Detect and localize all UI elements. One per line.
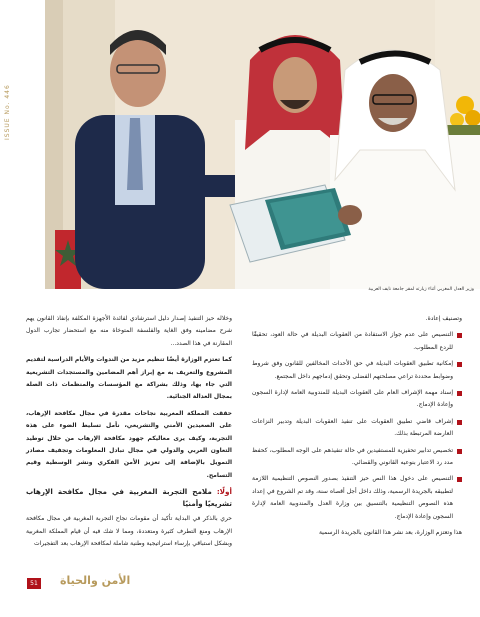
section-heading-prefix: أولًا: [216,487,232,497]
right-intro: وتصنيف إعادة. [425,315,462,322]
left-intro: وخلاله حيز التنفيذ إصدار دليل استرشادي لفائدة الأجهزة المكلفة بإنفاذ القانون يهم شرح مضامينه وفق الغاية والفلسفة المتوخاة منه مع استحضار تجارب الدول المقارنة في هذا الصدد... [26,315,232,347]
photo-caption: وزير العدل المغربي أثناء زيارته لمقر جامعة نايف العربية [368,287,474,292]
article-column-left [26,313,232,555]
section-heading [26,486,232,510]
bullet-list [252,329,462,523]
right-closing: هذا وتعتزم الوزارة، بعد نشر هذا القانون بالجريدة الرسمية [318,529,462,537]
section-heading-text: ملامح التجربة المغربية في مجال مكافحة الإرهاب تشريعيًا وأمنيًا [26,487,232,509]
interview-question-1: كما تعتزم الوزارة أيضًا تنظيم مزيد من الندوات والأيام الدراسية لتقديم المشروع والتعريف به مع إبراز أهم المضامين والمستجدات التشريعية التي جاء بها، وذلك بشراكة مع المؤسسات والمنظمات ذات الصلة بمجال العدالة الجنائية. [26,356,232,401]
list-item: إمكانية تطبيق العقوبات البديلة في حق الأحداث المخالفين للقانون وفق شروط وضوابط محددة تراعي مصلحتهم الفضلى وتحقق إدماجهم داخل المجتمع. [252,358,462,383]
issue-label: ISSUE No. 446 [4,84,11,140]
interview-question-2: حققت المملكة المغربية نجاحات مقدرة في مجال مكافحة الإرهاب، على الصعيدين الأمني والتشريعي، نأمل تسليط الضوء على هذه التجربة، وكيف يرى معاليكم جهود مكافحة الإرهاب من خلال توطيد التعاون العربي والدولي في مجال تبادل المعلومات وتجفيف مصادر التمويل بالإضافة إلى تعزيز الأمن الفكري ونشر الوسطية وقيم التسامح. [26,409,232,479]
page-number: 51 [27,578,41,589]
list-item: التنصيص على عدم جواز الاستفادة من العقوبات البديلة في حالة العود، تحقيقًا للردع المطلوب. [252,329,462,354]
article-photo [45,0,480,289]
list-item: التنصيص على دخول هذا النص حيز التنفيذ بصدور النصوص التنظيمية اللازمة لتطبيقه بالجريدة الرسمية، وذلك داخل أجل أقصاه سنة، وقد تم الشروع في إعداد هذه النصوص التنظيمية بالتنسيق بين وزارة العدل والمندوبية العامة لإدارة السجون وإعادة الإدماج. [252,473,462,523]
article-column-right [252,313,462,544]
list-item: إسناد مهمة الإشراف العام على العقوبات البديلة للمندوبية العامة لإدارة السجون وإعادة الإدماج. [252,387,462,412]
left-body-paragraph: حري بالذكر في البداية تأكيد أن مقومات نجاح التجربة المغربية في مجال مكافحة الإرهاب ومنع التطرف كثيرة ومتعددة، ومما لا شك فيه أن قيام المملكة المغربية وبشكل استباقي بإرساء استراتيجية وطنية شاملة لمكافحة الإرهاب بعد التفجيرات [26,515,232,548]
list-item: إشراف قاضي تطبيق العقوبات على تنفيذ العقوبات البديلة وتدبير النزاعات العارضة المرتبطة بذلك. [252,416,462,441]
footer-brand: الأمن والحياة [60,574,131,587]
list-item: تخصيص تدابير تحفيزية للمستفيدين في حالة تنفيذهم على الوجه المطلوب، كحفظ مدد رد الاعتبار بنوعيه القانوني والقضائي. [252,445,462,470]
